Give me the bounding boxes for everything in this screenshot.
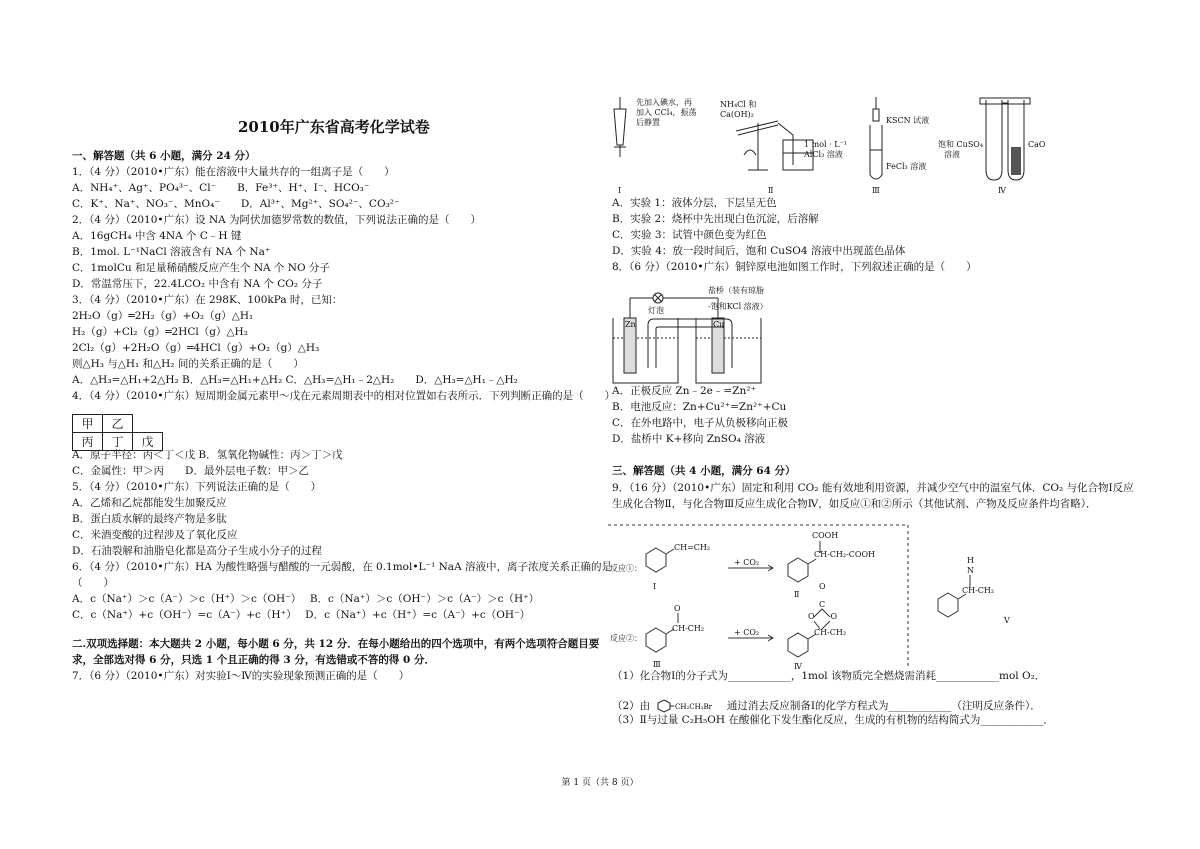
q9-part-2 (612, 699, 1041, 713)
question-line: 5．（4 分）（2010•广东）下列说法正确的是（ ） (72, 481, 322, 493)
question-line: A．实验 1：液体分层，下层呈无色 (612, 197, 777, 209)
substituent-v-a: H (967, 556, 974, 565)
roman-iv: Ⅳ (998, 186, 1006, 195)
substituent-ii-b: CH-CH₂-COOH (814, 550, 876, 559)
bridge-label-1: 盐桥（装有琼脂 (708, 286, 764, 295)
question-line: D．石油裂解和油脂皂化都是高分子生成小分子的过程 (72, 545, 322, 557)
question-line: A．乙烯和乙烷都能发生加聚反应 (72, 497, 227, 509)
roman-i: Ⅰ (618, 186, 622, 195)
question-line: B．电池反应：Zn+Cu²⁺=Zn²⁺+Cu (612, 401, 787, 413)
substituent-iii-a: O (674, 604, 681, 613)
question-line: D．盐桥中 K+移向 ZnSO₄ 溶液 (612, 433, 766, 445)
roman-iii: Ⅲ (872, 186, 880, 195)
label-iii-2: FeCl₃ 溶液 (886, 162, 927, 171)
benzene-ring-v (938, 593, 958, 617)
question-line: C．实验 3：试管中颜色变为红色 (612, 229, 767, 241)
question-line: B．1mol. L⁻¹NaCl 溶液含有 NA 个 Na⁺ (72, 246, 271, 258)
question-line: （1）化合物Ⅰ的分子式为____________，1mol 该物质完全燃烧需消耗____________mol O₂． (612, 670, 1046, 682)
label-ii-3: 1 mol · L⁻¹ (804, 140, 847, 149)
label-iv-3: CaO (1028, 140, 1046, 149)
question-line: 3．（4 分）（2010•广东）在 298K、100kPa 时，已知： (72, 294, 343, 306)
substituent-v-b: N (967, 566, 974, 575)
question-line: 6．（4 分）（2010•广东）HA 为酸性略强与醋酸的一元弱酸，在 0.1mol•L⁻¹ NaA 溶液中，离子浓度关系正确的是 (72, 561, 612, 573)
section-heading: 二.双项选择题：本大题共 2 小题，每小题 6 分，共 12 分．在每小题给出的四个选项中，有两个选项符合题目要 (72, 638, 600, 650)
label-ii-4: AlCl₃ 溶液 (804, 150, 843, 159)
question-line: A．16gCH₄ 中含 4NA 个 C﹣H 键 (72, 230, 242, 242)
question-line: 8．（6 分）（2010•广东）铜锌原电池如图工作时，下列叙述正确的是（ ） (612, 261, 977, 273)
question-line: 2Cl₂（g）+2H₂O（g）═4HCl（g）+O₂（g）△H₃ (72, 342, 320, 354)
benzene-ring-i (646, 548, 666, 572)
section-heading: 三、解答题（共 4 小题，满分 64 分） (612, 465, 796, 477)
substituent-iii-b: CH-CH₂ (672, 624, 705, 633)
table-cell: 戊 (133, 433, 163, 451)
zn-label: Zn (625, 320, 636, 329)
roman-ii: Ⅱ (794, 590, 800, 599)
question-line: 2．（4 分）（2010•广东）设 NA 为阿伏加德罗常数的数值，下列说法正确的是（ ） (72, 214, 482, 226)
question-line: 1．（4 分）（2010•广东）能在溶液中大量共存的一组离子是（ ） (72, 166, 395, 178)
table-cell: 甲 (73, 415, 103, 433)
question-line: A．原子半径：丙＜丁＜戊 B．氢氧化物碱性：丙＞丁＞戊 (72, 449, 343, 461)
benzene-ring-iii (646, 628, 666, 652)
roman-v: Ⅴ (1004, 616, 1010, 625)
question-line: 2H₂O（g）═2H₂（g）+O₂（g）△H₁ (72, 310, 254, 322)
co2-2: + CO₂ (734, 628, 760, 637)
q9-2-suffix: 通过消去反应制备Ⅰ的化学方程式为____________（注明反应条件）． (726, 700, 1041, 712)
question-line: C．c（Na⁺）+c（OH⁻）=c（A⁻）+c（H⁺） D．c（Na⁺）+c（H⁺）=c（A⁻）+c（OH⁻） (72, 609, 531, 621)
question-line: A．正极反应 Zn﹣2e﹣=Zn²⁺ (612, 385, 756, 397)
roman-iv: Ⅳ (794, 662, 802, 671)
substituent-ii-a: COOH (812, 531, 839, 540)
benzene-ring-iv (788, 633, 808, 657)
roman-iii: Ⅲ (653, 660, 661, 669)
element-position-table (72, 414, 163, 451)
table-cell (133, 415, 163, 433)
experiment-figure (608, 95, 1046, 200)
reaction-1-label: 反应①： (610, 564, 642, 573)
question-line: H₂（g）+Cl₂（g）═2HCl（g）△H₂ (72, 326, 248, 338)
substituent-v-c: CH-CH₂ (962, 586, 995, 595)
question-line: 则△H₃ 与△H₁ 和△H₂ 间的关系正确的是（ ） (72, 358, 304, 370)
question-line: （ ） (72, 577, 114, 589)
roman-i: Ⅰ (653, 582, 657, 591)
question-line: （3）Ⅱ与过量 C₂H₅OH 在酸催化下发生酯化反应，生成的有机物的结构简式为____________． (612, 714, 1054, 726)
substituent-iv-b: C (819, 600, 826, 609)
section-heading: 求，全部选对得 6 分，只选 1 个且正确的得 3 分，有选错或不答的得 0 分． (72, 654, 435, 666)
question-line: B．蛋白质水解的最终产物是多肽 (72, 513, 227, 525)
label-i-3: 后静置 (636, 118, 660, 127)
bromoethyl-group: CH₂CH₂Br (674, 703, 712, 711)
label-i-2: 加入 CCl₄，振荡 (636, 108, 697, 117)
question-line: A．c（Na⁺）＞c（A⁻）＞c（H⁺）＞c（OH⁻） B．c（Na⁺）＞c（OH⁻）＞c（A⁻）＞c（H⁺） (72, 593, 540, 605)
table-cell: 丁 (103, 433, 133, 451)
question-line: C．金属性：甲＞丙 D．最外层电子数：甲＞乙 (72, 465, 309, 477)
reaction-2-label: 反应②： (610, 634, 642, 643)
table-cell: 乙 (103, 415, 133, 433)
table-cell: 丙 (73, 433, 103, 451)
lamp-label: 灯泡 (648, 306, 664, 315)
substituent-iv-a: O (819, 582, 826, 591)
label-ii-1: NH₄Cl 和 (720, 100, 757, 109)
question-line: A．NH₄⁺、Ag⁺、PO₄³⁻、Cl⁻ B．Fe³⁺、H⁺、I⁻、HCO₃⁻ (72, 182, 370, 194)
label-iv-2: 溶液 (944, 150, 960, 159)
co2-1: + CO₂ (734, 558, 760, 567)
substituent-iv-c: O O (808, 612, 838, 621)
bromoethylbenzene-structure (654, 699, 724, 713)
label-iv-1: 饱和 CuSO₄ (938, 140, 984, 149)
bridge-label-2: -饱和KCl 溶液） (708, 302, 768, 311)
substituent-iv-d: CH-CH₂ (814, 628, 847, 637)
substituent-i: CH=CH₂ (674, 543, 711, 552)
label-iii-1: KSCN 试液 (886, 116, 930, 125)
question-line: C．K⁺、Na⁺、NO₃⁻、MnO₄⁻ D．Al³⁺、Mg²⁺、SO₄²⁻、CO₃²⁻ (72, 198, 400, 210)
section-heading: 一、解答题（共 6 小题，满分 24 分） (72, 150, 256, 162)
page-title: 2010年广东省高考化学试卷 (238, 118, 430, 136)
page-footer: 第 1 页（共 8 页） (561, 778, 639, 788)
question-line: D．实验 4：放一段时间后，饱和 CuSO4 溶液中出现蓝色晶体 (612, 245, 906, 257)
label-ii-2: Ca(OH)₂ (720, 110, 754, 119)
question-line: C．在外电路中，电子从负极移向正极 (612, 417, 789, 429)
reaction-scheme-figure (608, 523, 1128, 671)
question-line: C．1molCu 和足量稀硝酸反应产生个 NA 个 NO 分子 (72, 262, 330, 274)
label-i-1: 先加入碘水，再 (636, 98, 692, 107)
question-line: 生成化合物Ⅱ，与化合物Ⅲ反应生成化合物Ⅳ，如反应①和②所示（其他试剂、产物及反应条件均省略）． (612, 498, 1097, 510)
cu-label: Cu (713, 320, 725, 329)
question-line: 4．（4 分）（2010•广东）短周期金属元素甲～戊在元素周期表中的相对位置如右表所示．下列判断正确的是（ ） (72, 390, 616, 402)
question-line: B．实验 2：烧杯中先出现白色沉淀，后溶解 (612, 213, 819, 225)
question-line: C．米酒变酸的过程涉及了氧化反应 (72, 529, 238, 541)
roman-ii: Ⅱ (768, 186, 774, 195)
q9-2-prefix: （2）由 (612, 700, 651, 712)
galvanic-cell-figure (608, 283, 778, 388)
question-line: 7．（6 分）（2010•广东）对实验Ⅰ～Ⅳ的实验现象预测正确的是（ ） (72, 670, 410, 682)
question-line: A．△H₃=△H₁+2△H₂ B．△H₃=△H₁+△H₂ C．△H₃=△H₁﹣2△H₂ D．△H₃=△H₁﹣△H₂ (72, 374, 518, 386)
benzene-ring-ii (788, 558, 808, 582)
question-line: 9．（16 分）（2010•广东）固定和利用 CO₂ 能有效地利用资源，并减少空气中的温室气体．CO₂ 与化合物Ⅰ反应 (612, 482, 1134, 494)
question-line: D．常温常压下，22.4LCO₂ 中含有 NA 个 CO₂ 分子 (72, 278, 323, 290)
